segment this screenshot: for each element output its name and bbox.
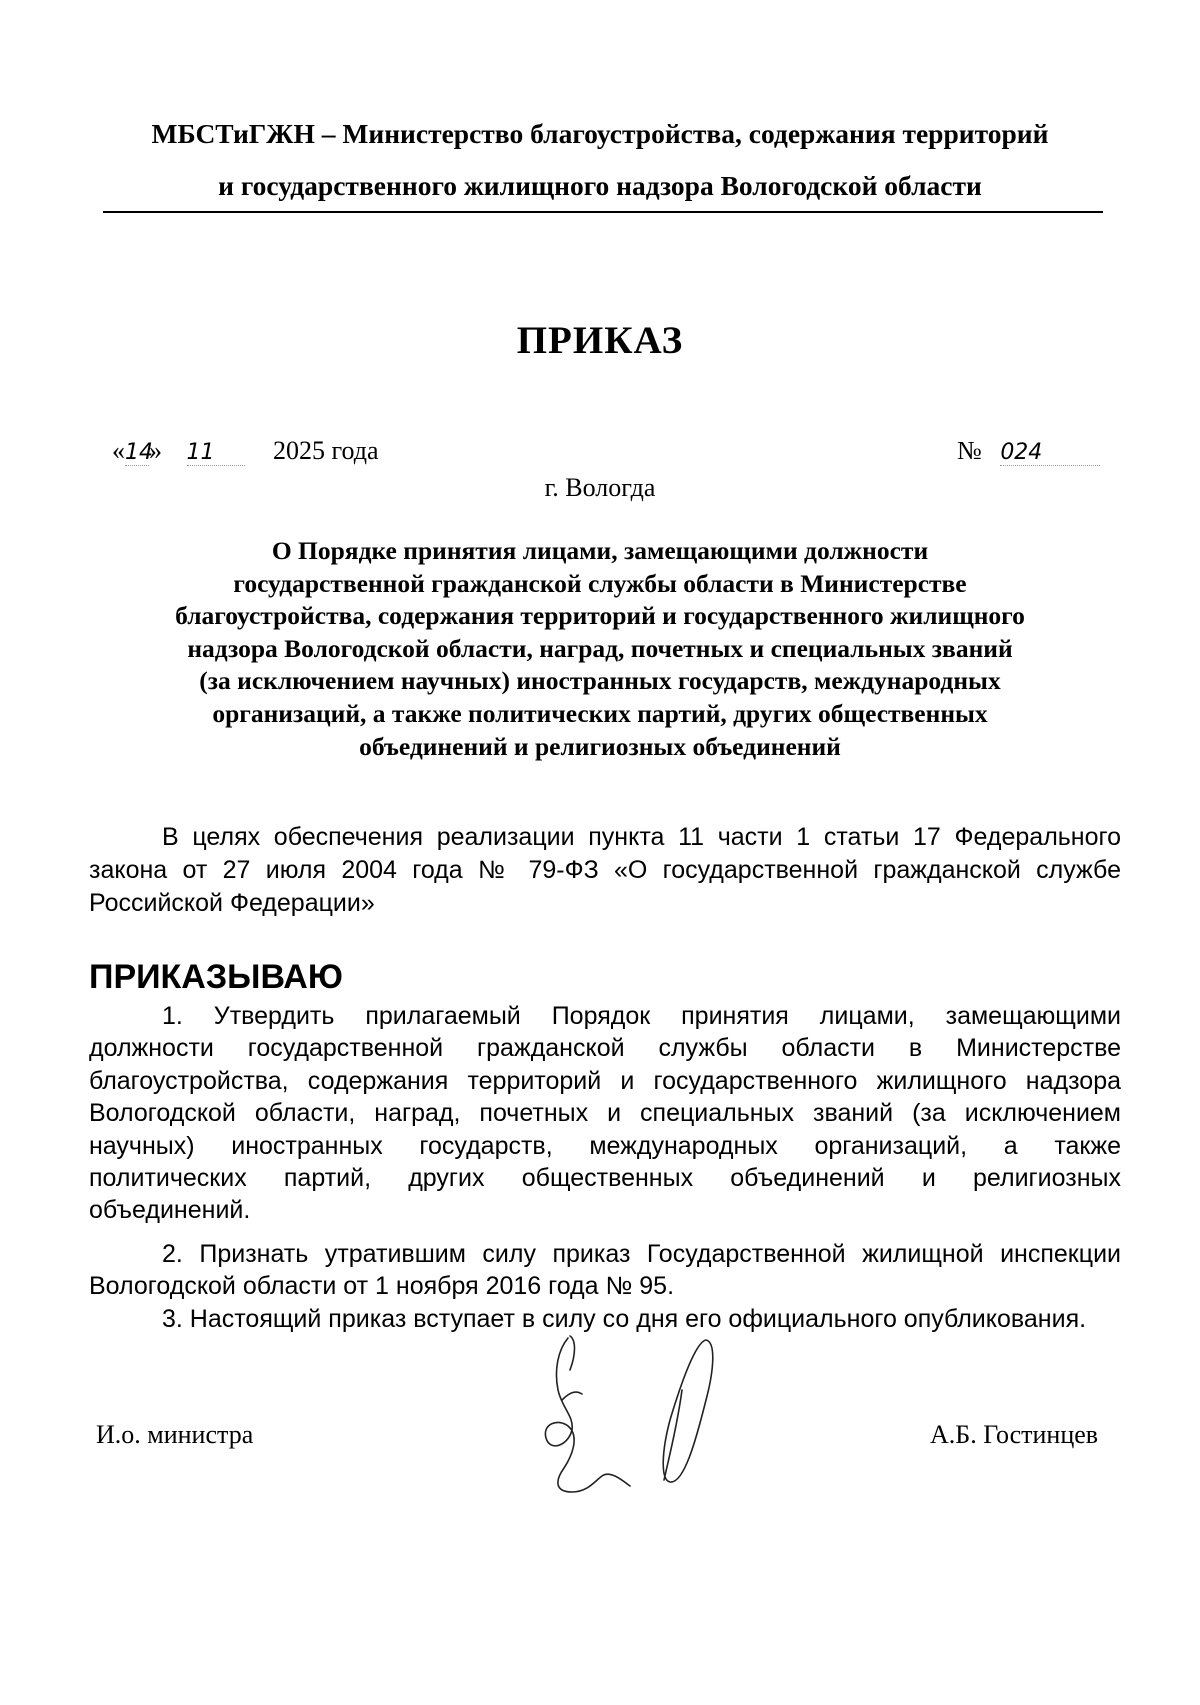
organization-header [100,108,1100,212]
document-city: г. Вологда [544,473,656,502]
order-heading: ПРИКАЗЫВАЮ [89,958,343,996]
document-subject [120,535,1080,763]
header-divider [103,211,1103,213]
order-item-2 [89,1238,1121,1303]
signatory-name: А.Б. Гостинцев [930,1420,1099,1449]
date-day: 14 [125,440,153,465]
item-line: Вологодской области, наград, почетных и специальных званий (за исключением [89,1099,1121,1128]
subject-line: О Порядке принятия лицами, замещающими должности [271,536,929,565]
signatory-position: И.о. министра [96,1420,254,1449]
preamble-line: закона от 27 июля 2004 года № 79-ФЗ «О государственной гражданской службе [89,856,1121,884]
item-line: 1. Утвердить прилагаемый Порядок принятия лицами, замещающими [162,1002,1121,1030]
item-line: научных) иностранных государств, международных организаций, а также [89,1131,1121,1160]
item-line: объединений. [89,1196,251,1225]
number-value: 024 [1000,440,1100,466]
document-date [112,436,379,466]
item-line: благоустройства, содержания территорий и государственного жилищного надзора [89,1066,1121,1095]
item-line: Вологодской области от 1 ноября 2016 года № 95. [89,1272,675,1301]
subject-line: государственной гражданской службы области в Министерстве [233,568,967,598]
document-title: ПРИКАЗ [516,319,684,362]
preamble-line: В целях обеспечения реализации пункта 11 части 1 статьи 17 Федерального [162,823,1121,851]
handwritten-signature [510,1330,750,1510]
item-line: должности государственной гражданской службы области в Министерстве [89,1034,1121,1063]
subject-line: (за исключением научных) иностранных государств, международных [199,666,1001,696]
item-line: политических партий, других общественных объединений и религиозных [89,1164,1121,1193]
preamble-line: Российской Федерации» [89,889,375,917]
date-close-quote: » [149,436,162,465]
subject-line: организаций, а также политических партий, других общественных [212,698,988,728]
subject-line: надзора Вологодской области, наград, почетных и специальных званий [187,633,1013,663]
document-number [957,436,1100,466]
order-item-1 [89,1000,1121,1227]
preamble-paragraph [89,821,1121,920]
date-month: 11 [187,440,245,466]
item-line: 2. Признать утратившим силу приказ Государственной жилищной инспекции [162,1240,1121,1268]
subject-line: благоустройства, содержания территорий и государственного жилищного [175,601,1025,631]
organization-line-1: МБСТиГЖН – Министерство благоустройства, содержания территорий [151,118,1049,149]
date-year: 2025 года [273,436,379,465]
subject-line: объединений и религиозных объединений [359,731,841,761]
number-label: № [957,436,982,465]
item-line: 3. Настоящий приказ вступает в силу со дня его официального опубликования. [162,1305,1087,1333]
organization-line-2: и государственного жилищного надзора Вологодской области [218,170,982,201]
date-open-quote: « [112,436,125,465]
